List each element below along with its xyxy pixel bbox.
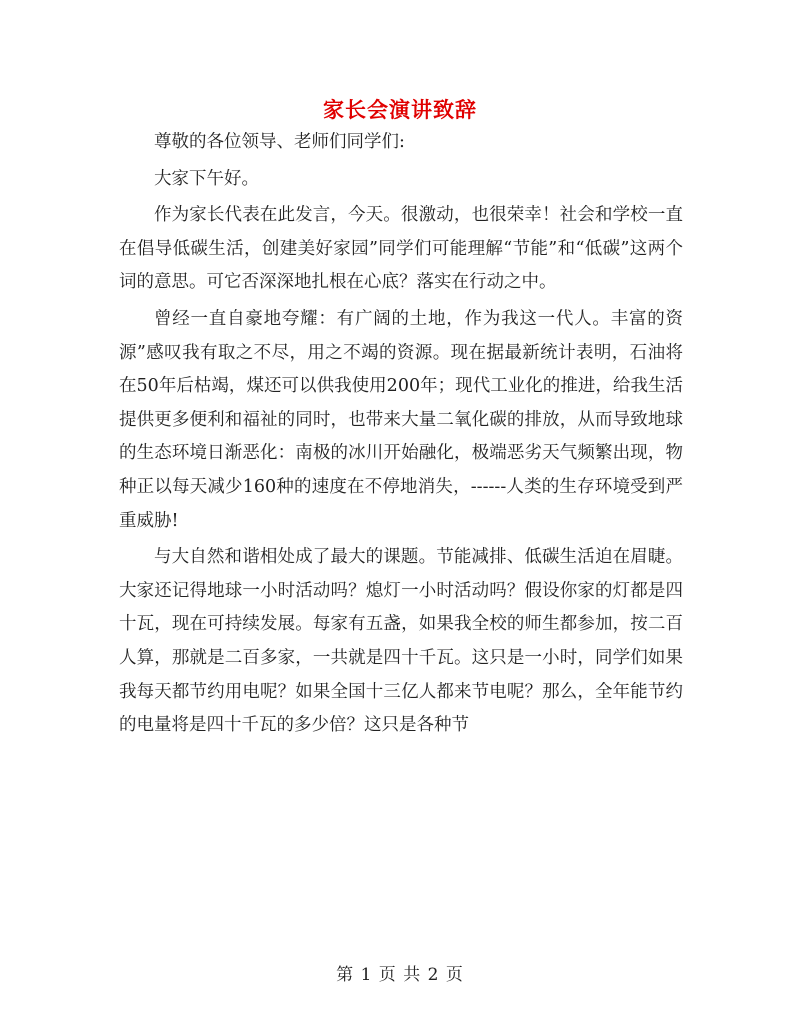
page-number-footer: 第 1 页 共 2 页 [336, 965, 464, 985]
body-paragraph-2: 曾经一直自豪地夸耀：有广阔的土地，作为我这一代人。丰富的资源”感叹我有取之不尽，用之不竭的资源。现在据最新统计表明，石油将在50年后枯竭，煤还可以供我使用200年；现代工业化的推进，给我生活提供更多便利和福祉的同时，也带来大量二氧化碳的排放，从而导致地球的生态环境日渐恶化：南极的冰川开始融化，极端恶劣天气频繁出现，物种正以每天减少160种的速度在不停地消失，------人类的生存环境受到严重威胁! [119, 308, 683, 531]
document-title: 家长会演讲致辞 [323, 97, 477, 122]
body-paragraph-1: 作为家长代表在此发言，今天。很激动，也很荣幸！社会和学校一直在倡导低碳生活，创建美好家园”同学们可能理解“节能”和“低碳”这两个词的意思。可它否深深地扎根在心底？落实在行动之中。 [119, 205, 683, 293]
salutation-paragraph: 大家下午好。 [154, 168, 259, 189]
document-body [119, 126, 683, 743]
greeting-paragraph: 尊敬的各位领导、老师们同学们: [154, 132, 405, 152]
body-paragraph-3: 与大自然和谐相处成了最大的课题。节能减排、低碳生活迫在眉睫。大家还记得地球一小时活动吗？熄灯一小时活动吗？假设你家的灯都是四十瓦，现在可持续发展。每家有五盏，如果我全校的师生都参加，按二百人算，那就是二百多家，一共就是四十千瓦。这只是一小时，同学们如果我每天都节约用电呢？如果全国十三亿人都来节电呢？那么，全年能节约的电量将是四十千瓦的多少倍？这只是各种节 [119, 547, 683, 736]
